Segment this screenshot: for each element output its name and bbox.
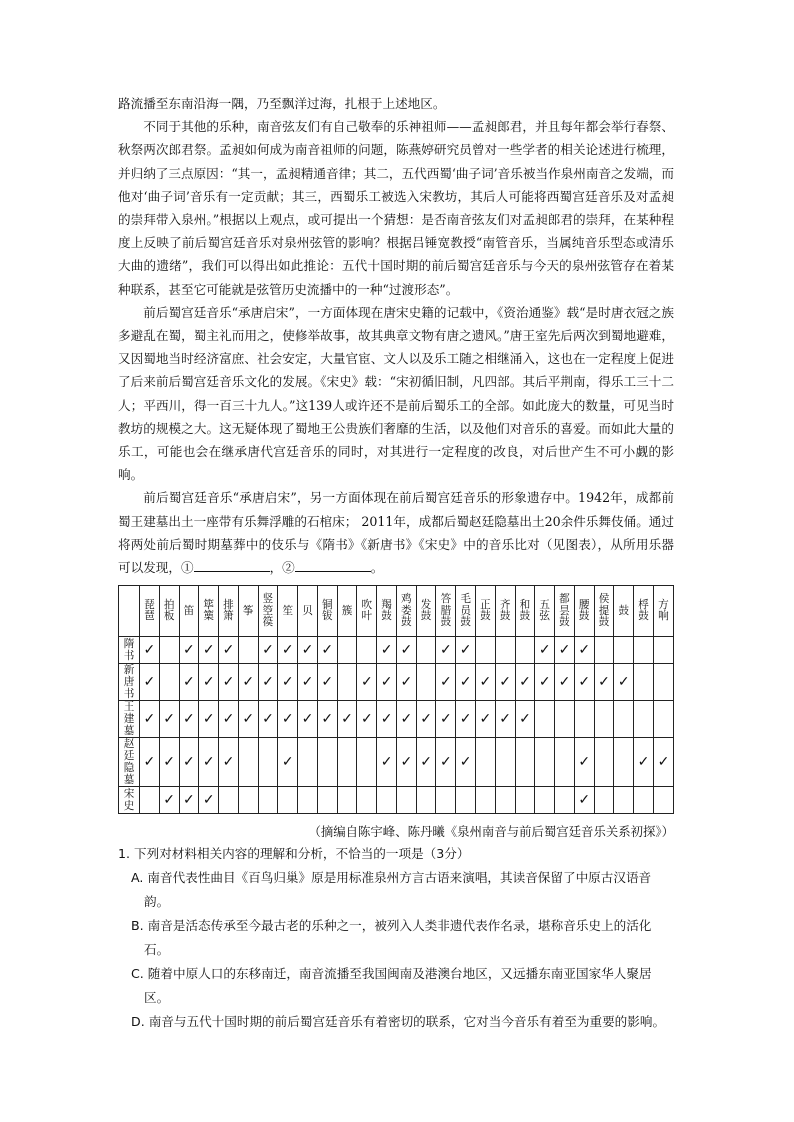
check-cell: ✓ bbox=[337, 701, 357, 738]
instrument-header: 正鼓 bbox=[476, 586, 496, 637]
check-cell: ✓ bbox=[515, 664, 535, 701]
check-cell: ✓ bbox=[396, 664, 416, 701]
check-cell bbox=[357, 787, 377, 814]
check-cell bbox=[278, 787, 298, 814]
row-label: 赵廷隐墓 bbox=[119, 738, 140, 787]
check-cell bbox=[653, 787, 673, 814]
check-cell: ✓ bbox=[436, 738, 456, 787]
check-cell bbox=[634, 701, 654, 738]
check-cell: ✓ bbox=[416, 701, 436, 738]
check-cell: ✓ bbox=[535, 664, 555, 701]
check-cell bbox=[219, 787, 239, 814]
check-cell bbox=[634, 787, 654, 814]
check-cell bbox=[159, 637, 179, 664]
check-cell: ✓ bbox=[199, 738, 219, 787]
check-cell: ✓ bbox=[634, 738, 654, 787]
check-cell: ✓ bbox=[456, 738, 476, 787]
check-cell bbox=[614, 738, 634, 787]
instrument-header: 齐鼓 bbox=[495, 586, 515, 637]
check-cell bbox=[535, 701, 555, 738]
option-c[interactable]: C. 随着中原人口的东移南迁，南音流播至我国闽南及港澳台地区，又远播东南亚国家华人聚居区。 bbox=[131, 966, 652, 1006]
check-cell: ✓ bbox=[495, 664, 515, 701]
check-cell bbox=[377, 787, 397, 814]
check-cell bbox=[317, 787, 337, 814]
check-cell bbox=[634, 637, 654, 664]
instrument-header: 和鼓 bbox=[515, 586, 535, 637]
check-cell bbox=[337, 738, 357, 787]
check-cell bbox=[476, 787, 496, 814]
instrument-header: 毛员鼓 bbox=[456, 586, 476, 637]
check-cell bbox=[396, 787, 416, 814]
check-cell: ✓ bbox=[594, 664, 614, 701]
row-label: 隋书 bbox=[119, 637, 140, 664]
check-cell: ✓ bbox=[258, 701, 278, 738]
check-cell bbox=[357, 637, 377, 664]
instrument-header: 琵琶 bbox=[140, 586, 160, 637]
check-cell bbox=[594, 637, 614, 664]
check-cell: ✓ bbox=[199, 701, 219, 738]
check-cell: ✓ bbox=[159, 701, 179, 738]
check-cell: ✓ bbox=[179, 637, 199, 664]
row-label: 新唐书 bbox=[119, 664, 140, 701]
check-cell bbox=[456, 787, 476, 814]
check-cell: ✓ bbox=[436, 701, 456, 738]
paragraph-2: 不同于其他的乐种，南音弦友们有自己敬奉的乐神祖师——孟昶郎君，并且每年都会举行春祭、秋祭两次郎君祭。孟昶如何成为南音祖师的问题，陈燕婷研究员曾对一些学者的相关论述进行梳理，并归纳了三点原因：“其一，孟昶精通音律；其二，五代西蜀‘曲子词’音乐被当作泉州南音之发端，而他对‘曲子词’音乐有一定贡献；其三，西蜀乐工被选入宋教坊，其后人可能将西蜀宫廷音乐及对孟昶的崇拜带入泉州。”根据以上观点，或可提出一个猜想：是否南音弦友们对孟昶郎君的崇拜，在某种程度上反映了前后蜀宫廷音乐对泉州弦管的影响？根据吕锤宽教授“南管音乐，当属纯音乐型态或清乐大曲的遗绪”，我们可以得出如此推论：五代十国时期的前后蜀宫廷音乐与今天的泉州弦管存在着某种联系，甚至它可能就是弦管历史流播中的一种“过渡形态”。 bbox=[118, 119, 674, 297]
check-cell: ✓ bbox=[396, 738, 416, 787]
check-cell bbox=[594, 787, 614, 814]
check-cell bbox=[140, 787, 160, 814]
check-cell bbox=[159, 664, 179, 701]
check-cell bbox=[357, 738, 377, 787]
check-cell: ✓ bbox=[317, 664, 337, 701]
check-cell: ✓ bbox=[614, 664, 634, 701]
table-row bbox=[119, 637, 674, 664]
check-cell bbox=[298, 787, 318, 814]
check-cell bbox=[614, 701, 634, 738]
instrument-comparison-table bbox=[118, 585, 674, 814]
check-cell bbox=[317, 738, 337, 787]
check-cell bbox=[238, 738, 258, 787]
table-row bbox=[119, 701, 674, 738]
check-cell: ✓ bbox=[476, 664, 496, 701]
instrument-header: 鸡娄鼓 bbox=[396, 586, 416, 637]
table-corner-cell bbox=[119, 586, 140, 637]
blank-1-marker: ① bbox=[180, 560, 194, 576]
blank-separator: ， bbox=[269, 560, 283, 576]
check-cell bbox=[653, 701, 673, 738]
check-cell: ✓ bbox=[574, 664, 594, 701]
paragraph-4-end: 。 bbox=[370, 560, 384, 576]
check-cell bbox=[238, 637, 258, 664]
check-cell: ✓ bbox=[159, 738, 179, 787]
instrument-header: 方响 bbox=[653, 586, 673, 637]
check-cell: ✓ bbox=[179, 787, 199, 814]
table-row bbox=[119, 738, 674, 787]
check-cell bbox=[555, 787, 575, 814]
check-cell: ✓ bbox=[278, 738, 298, 787]
check-cell bbox=[238, 787, 258, 814]
check-cell: ✓ bbox=[140, 738, 160, 787]
check-cell: ✓ bbox=[258, 637, 278, 664]
check-cell: ✓ bbox=[219, 701, 239, 738]
check-cell bbox=[416, 664, 436, 701]
check-cell bbox=[574, 701, 594, 738]
check-cell: ✓ bbox=[219, 637, 239, 664]
check-cell bbox=[535, 738, 555, 787]
instrument-header: 笙 bbox=[278, 586, 298, 637]
instrument-header: 拍板 bbox=[159, 586, 179, 637]
check-cell: ✓ bbox=[159, 787, 179, 814]
check-cell: ✓ bbox=[199, 664, 219, 701]
check-cell: ✓ bbox=[179, 701, 199, 738]
check-cell bbox=[515, 738, 535, 787]
paragraph-4-text: 前后蜀宫廷音乐“承唐启宋”，另一方面体现在前后蜀宫廷音乐的形象遗存中。1942年，成都前蜀王建墓出土一座带有乐舞浮雕的石棺床； 2011年，成都后蜀赵廷隐墓出土20余件乐舞伎俑。通过将两处前后蜀时期墓葬中的伎乐与《隋书》《新唐书》《宋史》中的音乐比对（见图表），从所用乐器可以发现， bbox=[118, 490, 674, 576]
check-cell bbox=[258, 787, 278, 814]
check-cell: ✓ bbox=[199, 637, 219, 664]
check-cell: ✓ bbox=[298, 701, 318, 738]
option-a[interactable]: A. 南音代表性曲目《百鸟归巢》原是用标准泉州方言古语来演唱，其读音保留了中原古汉语音韵。 bbox=[131, 870, 652, 910]
instrument-header: 竖箜篌 bbox=[258, 586, 278, 637]
check-cell: ✓ bbox=[396, 637, 416, 664]
check-cell: ✓ bbox=[456, 637, 476, 664]
document-page bbox=[118, 92, 674, 1034]
table-header-row bbox=[119, 586, 674, 637]
check-cell: ✓ bbox=[555, 664, 575, 701]
check-cell: ✓ bbox=[653, 738, 673, 787]
check-cell: ✓ bbox=[140, 664, 160, 701]
check-cell bbox=[653, 637, 673, 664]
check-cell: ✓ bbox=[179, 738, 199, 787]
check-cell: ✓ bbox=[396, 701, 416, 738]
instrument-header: 笛 bbox=[179, 586, 199, 637]
table-body bbox=[119, 637, 674, 814]
question-stem: 1. 下列对材料相关内容的理解和分析，不恰当的一项是（3分） bbox=[118, 846, 470, 862]
check-cell: ✓ bbox=[278, 701, 298, 738]
check-cell bbox=[614, 787, 634, 814]
check-cell bbox=[337, 787, 357, 814]
check-cell: ✓ bbox=[377, 738, 397, 787]
check-cell bbox=[337, 637, 357, 664]
check-cell: ✓ bbox=[377, 664, 397, 701]
check-cell: ✓ bbox=[298, 637, 318, 664]
blank-2-marker: ② bbox=[282, 560, 295, 576]
instrument-header: 簇 bbox=[337, 586, 357, 637]
option-d[interactable]: D. 南音与五代十国时期的前后蜀宫廷音乐有着密切的联系，它对当今音乐有着至为重要的影响。 bbox=[131, 1014, 666, 1030]
check-cell: ✓ bbox=[258, 664, 278, 701]
check-cell: ✓ bbox=[357, 701, 377, 738]
check-cell bbox=[416, 787, 436, 814]
check-cell: ✓ bbox=[377, 701, 397, 738]
paragraph-1: 路流播至东南沿海一隅，乃至飘洋过海，扎根于上述地区。 bbox=[118, 96, 446, 111]
check-cell bbox=[594, 738, 614, 787]
check-cell: ✓ bbox=[495, 701, 515, 738]
instrument-header: 铜钹 bbox=[317, 586, 337, 637]
check-cell: ✓ bbox=[278, 664, 298, 701]
check-cell bbox=[495, 738, 515, 787]
instrument-header: 筝 bbox=[238, 586, 258, 637]
check-cell bbox=[535, 787, 555, 814]
check-cell: ✓ bbox=[436, 664, 456, 701]
table-row bbox=[119, 664, 674, 701]
check-cell: ✓ bbox=[357, 664, 377, 701]
check-cell bbox=[337, 664, 357, 701]
check-cell bbox=[555, 701, 575, 738]
instrument-header: 腰鼓 bbox=[574, 586, 594, 637]
check-cell: ✓ bbox=[574, 787, 594, 814]
instrument-header: 桴鼓 bbox=[634, 586, 654, 637]
row-label: 宋史 bbox=[119, 787, 140, 814]
check-cell: ✓ bbox=[317, 701, 337, 738]
check-cell bbox=[653, 664, 673, 701]
check-cell bbox=[258, 738, 278, 787]
check-cell: ✓ bbox=[476, 701, 496, 738]
check-cell: ✓ bbox=[219, 738, 239, 787]
option-b[interactable]: B. 南音是活态传承至今最古老的乐种之一，被列入人类非遗代表作名录，堪称音乐史上的活化石。 bbox=[131, 918, 652, 958]
check-cell bbox=[555, 738, 575, 787]
check-cell: ✓ bbox=[238, 701, 258, 738]
check-cell: ✓ bbox=[219, 664, 239, 701]
check-cell bbox=[495, 637, 515, 664]
check-cell: ✓ bbox=[298, 664, 318, 701]
check-cell bbox=[515, 637, 535, 664]
fill-blank-1[interactable] bbox=[194, 559, 270, 572]
source-citation: （摘编自陈宇峰、陈丹曦《泉州南音与前后蜀宫廷音乐关系初探》） bbox=[308, 824, 674, 840]
check-cell: ✓ bbox=[140, 637, 160, 664]
paragraph-4 bbox=[118, 486, 674, 579]
check-cell: ✓ bbox=[377, 637, 397, 664]
row-label: 王建墓 bbox=[119, 701, 140, 738]
instrument-header: 排箫 bbox=[219, 586, 239, 637]
instrument-header: 鼓 bbox=[614, 586, 634, 637]
paragraph-3: 前后蜀宫廷音乐“承唐启宋”，一方面体现在唐宋史籍的记载中，《资治通鉴》载“是时唐衣冠之族多避乱在蜀，蜀主礼而用之，使修举故事，故其典章文物有唐之遗风。”唐王室先后两次到蜀地避难，又因蜀地当时经济富庶、社会安定，大量官宦、文人以及乐工随之相继涌入，这也在一定程度上促进了后来前后蜀宫廷音乐文化的发展。《宋史》载：“宋初循旧制，凡四部。其后平荆南，得乐工三十二人；平西川，得一百三十九人。”这139人或许还不是前后蜀乐工的全部。如此庞大的数量，可见当时教坊的规模之大。这无疑体现了蜀地王公贵族们奢靡的生活，以及他们对音乐的喜爱。而如此大量的乐工，可能也会在继承唐代宫廷音乐的同时，对其进行一定程度的改良，对后世产生不可小觑的影响。 bbox=[118, 304, 674, 483]
check-cell: ✓ bbox=[515, 701, 535, 738]
check-cell bbox=[416, 637, 436, 664]
check-cell: ✓ bbox=[416, 738, 436, 787]
check-cell: ✓ bbox=[317, 637, 337, 664]
instrument-header: 侯提鼓 bbox=[594, 586, 614, 637]
check-cell: ✓ bbox=[456, 664, 476, 701]
check-cell: ✓ bbox=[179, 664, 199, 701]
table-row bbox=[119, 787, 674, 814]
check-cell: ✓ bbox=[574, 738, 594, 787]
check-cell bbox=[476, 738, 496, 787]
instrument-header: 发鼓 bbox=[416, 586, 436, 637]
instrument-header: 五弦 bbox=[535, 586, 555, 637]
check-cell bbox=[634, 664, 654, 701]
check-cell: ✓ bbox=[140, 701, 160, 738]
instrument-header: 羯鼓 bbox=[377, 586, 397, 637]
check-cell: ✓ bbox=[436, 637, 456, 664]
check-cell: ✓ bbox=[555, 637, 575, 664]
check-cell bbox=[298, 738, 318, 787]
check-cell: ✓ bbox=[238, 664, 258, 701]
check-cell bbox=[614, 637, 634, 664]
check-cell: ✓ bbox=[199, 787, 219, 814]
check-cell: ✓ bbox=[278, 637, 298, 664]
fill-blank-2[interactable] bbox=[295, 559, 371, 572]
instrument-header: 筚篥 bbox=[199, 586, 219, 637]
check-cell: ✓ bbox=[456, 701, 476, 738]
check-cell bbox=[594, 701, 614, 738]
check-cell bbox=[495, 787, 515, 814]
check-cell bbox=[476, 637, 496, 664]
instrument-header: 吹叶 bbox=[357, 586, 377, 637]
check-cell: ✓ bbox=[535, 637, 555, 664]
check-cell: ✓ bbox=[574, 637, 594, 664]
instrument-header: 答腊鼓 bbox=[436, 586, 456, 637]
instrument-header: 贝 bbox=[298, 586, 318, 637]
instrument-header: 都昙鼓 bbox=[555, 586, 575, 637]
check-cell bbox=[515, 787, 535, 814]
check-cell bbox=[436, 787, 456, 814]
